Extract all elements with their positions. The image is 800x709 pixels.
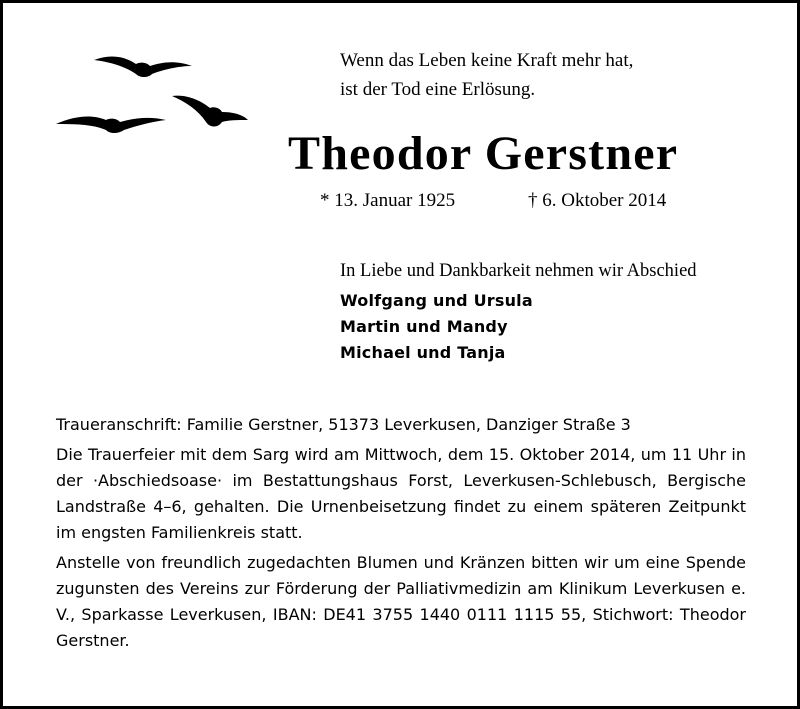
quote: [340, 46, 633, 104]
quote-line-2: ist der Tod eine Erlösung.: [340, 79, 536, 100]
ceremony-info: Die Trauerfeier mit dem Sarg wird am Mittwoch, dem 15. Oktober 2014, um 11 Uhr in der ·Abschiedsoase· im Bestattungshaus Forst, Leverkusen-Schlebusch, Bergische Landstraße 4–6, gehalten. Die Urnenbeisetzung findet zu einem späteren Zeitpunkt im engsten Familienkreis statt.: [56, 445, 746, 542]
flying-birds-icon: [50, 44, 250, 144]
mourners-list: [340, 288, 533, 366]
donation-info: Anstelle von freundlich zugedachten Blumen und Kränzen bitten wir um eine Spende zugunsten des Vereins zur Förderung der Palliativmedizin am Klinikum Leverkusen e. V., Sparkasse Leverkusen, IBAN: DE41 3755 1440 0111 1115 55, Stichwort: Theodor Gerstner.: [56, 553, 746, 650]
mourner: Michael und Tanja: [340, 343, 506, 362]
obituary-details: [56, 412, 746, 654]
quote-line-1: Wenn das Leben keine Kraft mehr hat,: [340, 50, 634, 71]
mourner: Martin und Mandy: [340, 317, 508, 336]
birth-date: * 13. Januar 1925: [320, 190, 456, 211]
mourner: Wolfgang und Ursula: [340, 291, 533, 310]
farewell-intro: In Liebe und Dankbarkeit nehmen wir Abschied: [340, 261, 697, 281]
deceased-name: Theodor Gerstner: [288, 127, 679, 180]
death-date: † 6. Oktober 2014: [528, 190, 667, 211]
mourning-address: Traueranschrift: Familie Gerstner, 51373 Leverkusen, Danziger Straße 3: [56, 415, 631, 434]
